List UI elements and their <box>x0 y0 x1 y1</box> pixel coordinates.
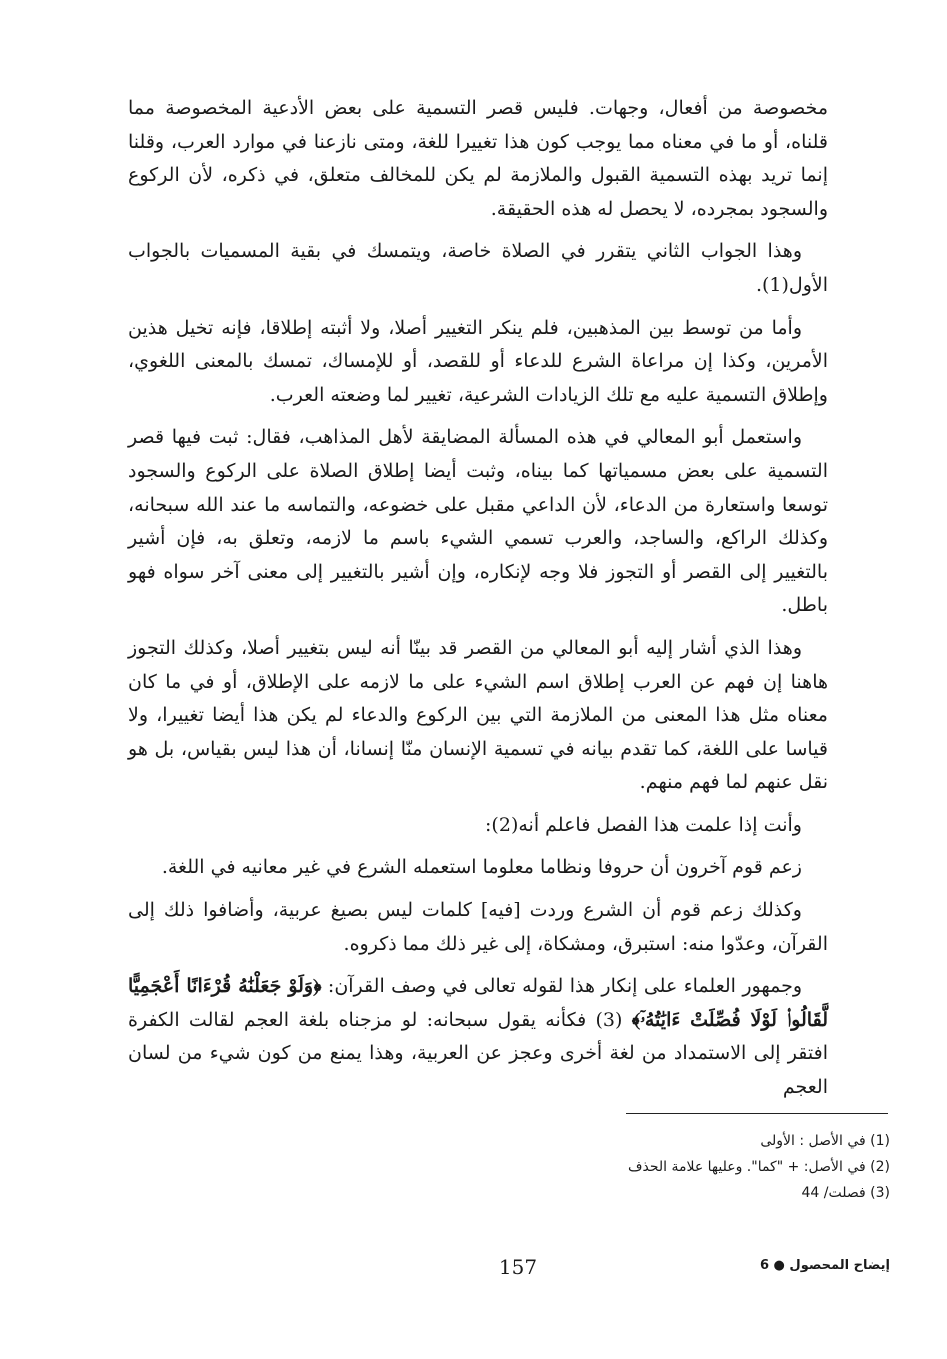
paragraph-5: وهذا الذي أشار إليه أبو المعالي من القصر قد بينّا أنه ليس بتغيير أصلا، وكذلك التجوز هاهنا إن فهم عن العرب إطلاق اسم الشيء على ما لازمه على الإطلاق، أو في ما كان معناه مثل هذا المعنى من الملازمة التي بين الركوع والدعاء لم يكن هذا أيضا تغييرا، ولا قياسا على اللغة، كما تقدم بيانه في تسمية الإنسان منّا إنسانا، أن هذا ليس بقياس، بل هو نقل عنهم لما فهم منهم. <box>128 636 828 794</box>
paragraph-9 <box>128 970 828 1104</box>
quran-quote: ﴿وَلَوْ جَعَلْنَٰهُ قُرْءَانًا أَعْجَمِيًّا لَّقَالُوا۟ لَوْلَا فُصِّلَتْ ءَايَٰتُهُۥٓ﴾ <box>128 975 828 1031</box>
footnotes <box>470 1128 890 1206</box>
footnote-2: (2) في الأصل: + "كما". وعليها علامة الحذف <box>628 1159 890 1175</box>
paragraph-6: وأنت إذا علمت هذا الفصل فاعلم أنه(2): <box>485 813 802 836</box>
paragraph-1: مخصوصة من أفعال، وجهات. فليس قصر التسمية على بعض الأدعية المخصوصة مما قلناه، أو ما في معناه مما يوجب كون هذا تغييرا للغة، ومتى نازعنا في موارد العرب، وقلنا إنما تريد بهذه التسمية القبول والملازمة لم يكن للمخالف متعلق، في ذكره، لأن الركوع والسجود بمجرده، لا يحصل له هذه الحقيقة. <box>128 97 828 220</box>
paragraph-2: وهذا الجواب الثاني يتقرر في الصلاة خاصة، ويتمسك في بقية المسميات بالجواب الأول(1). <box>128 240 828 296</box>
paragraph-9-rest: (3) فكأنه يقول سبحانه: لو مزجناه بلغة العجم لقالت الكفرة افتقر إلى الاستمداد من لغة أخرى وعجز عن العربية، وهذا يمنع من كون شيء من لسان العجم <box>128 1008 828 1099</box>
paragraph-8: وكذلك زعم قوم أن الشرع وردت [فيه] كلمات ليس بصيغ عربية، وأضافوا ذلك إلى القرآن، وعدّوا منه: استبرق، ومشكاة، إلى غير ذلك مما ذكروه. <box>128 899 828 955</box>
footnote-separator <box>626 1113 888 1114</box>
page-number: 157 <box>498 1255 538 1279</box>
paragraph-9-intro: وجمهور العلماء على إنكار هذا لقوله تعالى في وصف القرآن: <box>321 975 802 998</box>
main-text <box>128 92 828 1114</box>
footnote-1: (1) في الأصل : الأولى <box>760 1133 890 1149</box>
paragraph-7: زعم قوم آخرون أن حروفا ونظاما معلوما استعمله الشرع في غير معانيه في اللغة. <box>161 856 802 879</box>
paragraph-3: وأما من توسط بين المذهبين، فلم ينكر التغيير أصلا، ولا أثبته إطلاقا، فإنه تخيل هذين الأمرين، وكذا إن مراعاة الشرع للدعاء أو للقصد، أو للإمساك، تمسك بالمعنى اللغوي، وإطلاق التسمية عليه مع تلك الزيادات الشرعية، تغيير لما وضعته العرب. <box>128 316 828 406</box>
footnote-3: (3) فصلت/ 44 <box>801 1185 890 1201</box>
running-title: إيضاح المحصول ● 6 <box>759 1258 890 1273</box>
paragraph-4: واستعمل أبو المعالي في هذه المسألة المضايقة لأهل المذاهب، فقال: ثبت فيها قصر التسمية على بعض مسمياتها كما بيناه، وثبت أيضا إطلاق الصلاة على الركوع والسجود توسعا واستعارة من الدعاء، لأن الداعي مقبل على خضوعه، والتماسه ما عند الله سبحانه، وكذلك الراكع، والساجد، والعرب تسمي الشيء باسم ما لازمه، وتعلق به، فإن أشير بالتغيير إلى القصر أو التجوز فلا وجه لإنكاره، وإن أشير بالتغيير إلى معنى آخر سواه فهو باطل. <box>128 426 828 617</box>
